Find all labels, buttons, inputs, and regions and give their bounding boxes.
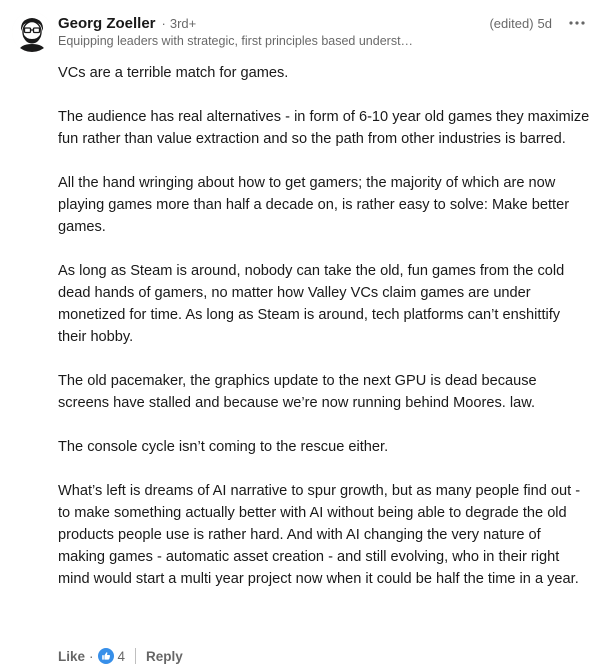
comment-paragraph: The console cycle isn’t coming to the rescue either. — [58, 439, 389, 455]
comment-actions — [58, 645, 183, 667]
author-name[interactable]: Georg Zoeller — [58, 14, 156, 32]
comment-body — [58, 62, 590, 590]
connection-degree: 3rd+ — [169, 15, 197, 31]
action-divider — [135, 648, 136, 664]
reaction-separator: · — [89, 648, 94, 664]
edited-label: (edited) — [489, 15, 534, 31]
like-button[interactable]: Like — [58, 648, 86, 664]
comment-paragraph: The audience has real alternatives - in form of 6-10 year old games they maximize fun rather than value extraction and so the path from other industries is barred. — [58, 109, 590, 147]
comment-paragraph: VCs are a terrible match for games. — [58, 65, 289, 81]
timestamp: 5d — [537, 15, 552, 31]
degree-separator: · — [161, 15, 166, 31]
reply-button[interactable]: Reply — [146, 648, 183, 664]
thumbs-up-icon[interactable] — [98, 648, 114, 664]
like-count[interactable]: 4 — [117, 648, 126, 664]
comment-paragraph: The old pacemaker, the graphics update to the next GPU is dead because screens have stalled and because we’re now running behind Moores. law. — [58, 373, 537, 411]
more-options-button[interactable] — [564, 12, 590, 34]
comment-meta — [489, 12, 590, 34]
comment-paragraph: What’s left is dreams of AI narrative to spur growth, but as many people find out - to make something actually better with AI without being able to degrade the old products people use is rather hard. And with AI changing the very nature of making games - automatic asset creation - and still evolving, who in their right mind would start a multi year project now when it could be half the time in a year. — [58, 483, 581, 587]
avatar-illustration-icon — [12, 12, 52, 52]
more-horizontal-icon — [569, 21, 585, 25]
comment-header — [58, 12, 590, 48]
author-headline: Equipping leaders with strategic, first principles based underst… — [58, 34, 414, 48]
comment-paragraph: As long as Steam is around, nobody can take the old, fun games from the cold dead hands of gamers, no matter how Valley VCs claim games are under monetized for time. As long as Steam is around, tech platforms can’t enshittify their hobby. — [58, 263, 565, 345]
comment-paragraph: All the hand wringing about how to get gamers; the majority of which are now playing games more than half a decade on, is rather easy to solve: Make better games. — [58, 175, 570, 235]
avatar[interactable] — [12, 12, 52, 52]
